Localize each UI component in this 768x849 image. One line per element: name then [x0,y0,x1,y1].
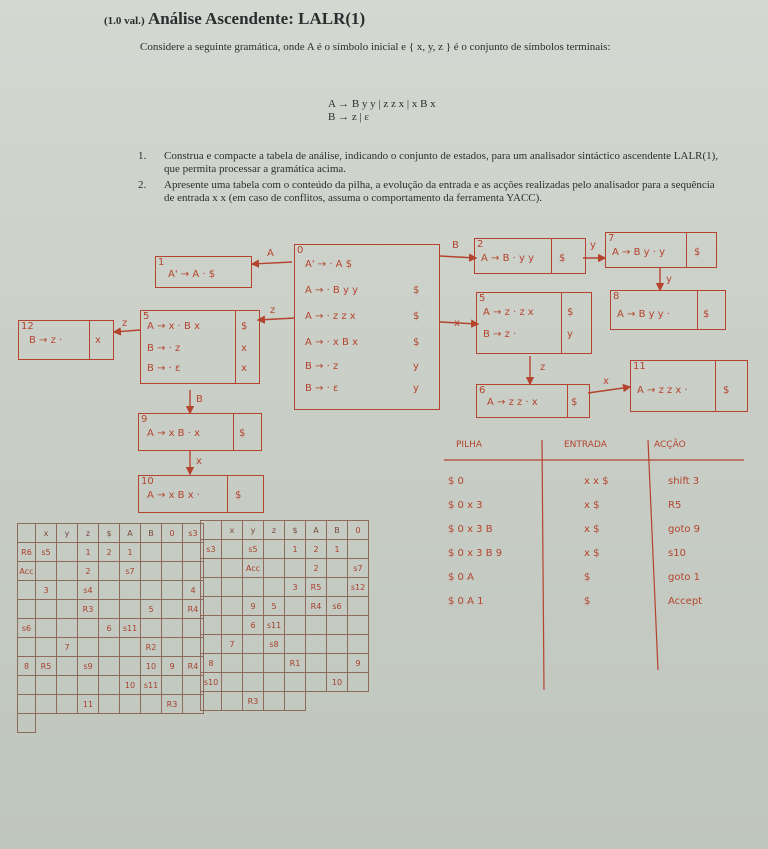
trace-input: $ [584,572,591,583]
table-cell: s11 [120,619,141,638]
lookahead: x [95,335,101,346]
state-id: 5 [143,311,150,322]
table-cell: s11 [264,616,285,635]
lookahead: y [567,329,573,340]
table-cell: 2 [78,562,99,581]
table-cell: s12 [348,578,369,597]
table-cell [57,581,78,600]
table-cell [120,581,141,600]
trace-action: s10 [668,548,686,559]
edge-label-a: A [267,248,274,259]
table-cell: s3 [201,540,222,559]
grammar-rule-a: A → B y y | z z x | x B x [328,98,436,110]
table-cell: s10 [201,673,222,692]
edge-label-x3: x [196,456,202,467]
lr-item: A → · z z x [305,311,356,322]
table-cell [264,578,285,597]
edge-label-z3: z [540,362,546,373]
table-cell [57,562,78,581]
table-cell [162,581,183,600]
table-cell [99,676,120,695]
table-cell [327,578,348,597]
lookahead: $ [571,397,578,408]
table-cell: R2 [141,638,162,657]
table-cell [348,540,369,559]
table-cell [18,600,36,619]
table-cell [264,673,285,692]
state-12 [18,320,114,360]
lr-item: A → x B · x [147,428,200,439]
table-cell [18,581,36,600]
table-header-cell: z [264,521,285,540]
lookahead: $ [703,309,710,320]
lookahead: $ [239,428,246,439]
table-cell [57,657,78,676]
table-cell: R1 [285,654,306,673]
table-cell: 0 [162,524,183,543]
table-cell [327,635,348,654]
edge-label-b: B [452,240,459,251]
lookahead: y [413,383,419,394]
table-cell [36,619,57,638]
state-7 [605,232,717,268]
table-header-cell: y [57,524,78,543]
table-cell: 6 [99,619,120,638]
table-cell [36,600,57,619]
table-cell [120,695,141,714]
table-cell: 10 [141,657,162,676]
state-0 [294,244,440,410]
parse-trace-table [444,440,764,700]
table-cell: R5 [36,657,57,676]
parse-table-actions [17,523,204,733]
table-cell [306,673,327,692]
table-header-cell [18,524,36,543]
table-header-cell [201,521,222,540]
state-id: 1 [158,257,165,268]
table-cell [348,616,369,635]
question-number: 1. [138,150,147,162]
table-cell [222,540,243,559]
table-cell: 8 [18,657,36,676]
table-cell [264,540,285,559]
trace-stack: $ 0 x 3 [448,500,483,511]
exercise-heading: Análise Ascendente: LALR(1) [147,9,366,28]
table-cell: 0 [348,521,369,540]
table-header-cell: z [78,524,99,543]
table-cell [348,673,369,692]
table-cell: s6 [18,619,36,638]
table-cell [141,581,162,600]
table-cell [285,673,306,692]
table-cell [243,578,264,597]
parse-table-right [200,520,369,711]
table-cell [222,616,243,635]
lr-item: B → · z [305,361,339,372]
trace-stack: $ 0 x 3 B 9 [448,548,503,559]
table-cell: 9 [243,597,264,616]
table-cell [222,692,243,711]
trace-input: x $ [584,500,600,511]
exercise-points: (1.0 val.) [104,15,145,27]
table-cell [99,638,120,657]
table-cell [57,600,78,619]
trace-action: R5 [668,500,682,511]
table-cell: 1 [327,540,348,559]
table-cell [162,619,183,638]
table-cell [285,692,306,711]
table-cell: s8 [264,635,285,654]
table-cell [222,578,243,597]
table-cell [285,559,306,578]
table-cell [18,676,36,695]
table-cell: 3 [285,578,306,597]
state-id: 9 [141,414,148,425]
table-cell [201,578,222,597]
table-cell [78,676,99,695]
state-2 [474,238,586,274]
table-cell [222,559,243,578]
table-cell [18,695,36,714]
edge-label-x2: x [603,376,609,387]
table-cell [141,695,162,714]
table-cell [99,600,120,619]
state-id: 7 [608,233,615,244]
question-text: Construa e compacte a tabela de análise, indicando o conjunto de estados, para um analisador sintáctico ascendente LALR(1), que permita processar a gramática acima. [164,150,719,175]
table-cell: 5 [141,600,162,619]
trace-stack: $ 0 A 1 [448,596,484,607]
trace-header-action: ACÇÃO [654,440,686,450]
state-id: 5 [479,293,486,304]
table-cell: s9 [78,657,99,676]
table-cell: 11 [78,695,99,714]
trace-input: x x $ [584,476,609,487]
trace-input: x $ [584,548,600,559]
table-cell [78,638,99,657]
table-cell: 7 [57,638,78,657]
table-cell [120,600,141,619]
lr-item: A → · x B x [305,337,358,348]
trace-action: goto 9 [668,524,701,535]
state-id: 8 [613,291,620,302]
table-cell: 5 [264,597,285,616]
table-cell: R5 [306,578,327,597]
table-cell [264,559,285,578]
lr-item: A → B y y · [617,309,670,320]
trace-action: Accept [668,596,703,607]
table-cell: s5 [36,543,57,562]
lr-item: A → · B y y [305,285,358,296]
table-cell: 6 [243,616,264,635]
lookahead: $ [235,490,242,501]
table-cell [141,562,162,581]
lr-item: B → · ε [305,383,339,394]
lr-item: A → z z · x [487,397,538,408]
lr-item: A → x · B x [147,321,200,332]
table-cell [57,676,78,695]
table-header-cell: $ [285,521,306,540]
table-cell: 7 [222,635,243,654]
table-cell [162,638,183,657]
state-id: 10 [141,476,154,487]
lookahead: x [241,343,247,354]
state-id: 6 [479,385,486,396]
lr-item: A → x B x · [147,490,200,501]
lookahead: $ [723,385,730,396]
table-cell [285,597,306,616]
table-cell [141,543,162,562]
trace-stack: $ 0 A [448,572,474,583]
lookahead: x [241,363,247,374]
table-header-cell: A [120,524,141,543]
table-header-cell: B [141,524,162,543]
table-cell [285,616,306,635]
grammar-rule-b: B → z | ε [328,111,370,123]
lookahead: $ [559,253,566,264]
table-cell [99,657,120,676]
table-cell [18,638,36,657]
table-cell: 10 [120,676,141,695]
table-cell [36,676,57,695]
table-cell [201,635,222,654]
table-cell [243,635,264,654]
table-cell [162,676,183,695]
table-cell: R6 [18,543,36,562]
edge-label-x: x [454,318,460,329]
lr-item: A → B · y y [481,253,534,264]
table-header-cell: y [243,521,264,540]
table-cell: 1 [120,543,141,562]
lookahead: y [413,361,419,372]
table-cell [348,635,369,654]
table-cell [243,654,264,673]
table-cell [57,619,78,638]
edge-label-y: y [590,240,596,251]
table-cell [36,562,57,581]
table-cell [285,635,306,654]
table-cell: s7 [348,559,369,578]
table-cell: R3 [162,695,183,714]
table-cell: 1 [285,540,306,559]
table-cell [327,654,348,673]
trace-stack: $ 0 x 3 B [448,524,493,535]
trace-header-stack: PILHA [456,440,483,450]
table-cell: R3 [243,692,264,711]
table-cell [201,597,222,616]
lr-item: B → z · [29,335,63,346]
table-cell: s7 [120,562,141,581]
state-5 [140,310,260,384]
table-cell: 1 [78,543,99,562]
state-3 [476,292,592,354]
table-cell: 2 [99,543,120,562]
table-cell [36,638,57,657]
table-cell: 4 [183,581,204,600]
table-header-cell: A [306,521,327,540]
lr-item: A → B y · y [612,247,665,258]
lr-item: B → · ε [147,363,181,374]
table-cell [306,654,327,673]
table-cell [99,562,120,581]
table-cell: s11 [141,676,162,695]
lr-item: A' → A · $ [168,269,216,280]
lookahead: $ [241,321,248,332]
state-10 [138,475,264,513]
table-cell: R4 [183,657,204,676]
state-8 [610,290,726,330]
table-cell: R3 [78,600,99,619]
table-cell: s3 [183,524,204,543]
table-cell: 3 [36,581,57,600]
table-cell: Acc [243,559,264,578]
table-cell [120,638,141,657]
table-cell [36,695,57,714]
state-6 [476,384,590,418]
table-cell: Acc [18,562,36,581]
lr-item: B → z · [483,329,517,340]
question-text: Apresente uma tabela com o conteúdo da pilha, a evolução da entrada e as acções realizadas pelo analisador para a sequência de entrada x x (em caso de conflitos, assuma o comportamento da ferramenta YACC). [164,179,715,204]
table-header-cell: x [36,524,57,543]
edge-label-z: z [270,305,276,316]
lookahead: $ [567,307,574,318]
table-cell [201,559,222,578]
table-cell [243,673,264,692]
table-cell [201,616,222,635]
table-cell [327,559,348,578]
table-cell [201,692,222,711]
table-cell [222,673,243,692]
table-cell: 9 [348,654,369,673]
table-cell: 9 [162,657,183,676]
table-cell: 10 [327,673,348,692]
table-cell: s5 [243,540,264,559]
state-id: 2 [477,239,484,250]
table-cell [348,597,369,616]
lookahead: $ [413,285,420,296]
table-cell [162,600,183,619]
table-cell [99,695,120,714]
lr-item: A' → · A $ [305,259,353,270]
state-id: 12 [21,321,34,332]
exercise-intro: Considere a seguinte gramática, onde A é o símbolo inicial e { x, y, z } é o conjunto de símbolos terminais: [140,41,611,53]
table-cell [264,654,285,673]
table-cell [57,543,78,562]
table-header-cell: x [222,521,243,540]
lookahead: $ [413,337,420,348]
table-cell [18,714,36,733]
lookahead: $ [413,311,420,322]
trace-stack: $ 0 [448,476,464,487]
table-cell: 8 [201,654,222,673]
state-11 [630,360,748,412]
table-cell [162,562,183,581]
table-cell: R4 [183,600,204,619]
table-cell: 2 [306,559,327,578]
table-cell [222,597,243,616]
lookahead: $ [694,247,701,258]
table-cell [264,692,285,711]
state-id: 11 [633,361,646,372]
lr-item: A → z · z x [483,307,534,318]
trace-action: shift 3 [668,476,700,487]
edge-label-y2: y [666,274,672,285]
table-cell [57,695,78,714]
trace-action: goto 1 [668,572,701,583]
table-header-cell: $ [99,524,120,543]
trace-header-input: ENTRADA [564,440,607,450]
table-cell: s6 [327,597,348,616]
table-cell: 2 [306,540,327,559]
table-cell [99,581,120,600]
question-number: 2. [138,179,147,191]
table-cell [306,635,327,654]
table-cell [222,654,243,673]
state-1 [155,256,252,288]
table-cell: s4 [78,581,99,600]
table-cell [327,616,348,635]
trace-input: $ [584,596,591,607]
edge-label-z2: z [122,318,128,329]
state-id: 0 [297,245,304,256]
table-cell [78,619,99,638]
lr-item: B → · z [147,343,181,354]
table-cell [141,619,162,638]
table-cell [306,616,327,635]
table-cell [120,657,141,676]
table-cell: R4 [306,597,327,616]
table-header-cell: B [327,521,348,540]
table-cell [162,543,183,562]
trace-input: x $ [584,524,600,535]
edge-label-b2: B [196,394,203,405]
lr-item: A → z z x · [637,385,688,396]
state-9 [138,413,262,451]
